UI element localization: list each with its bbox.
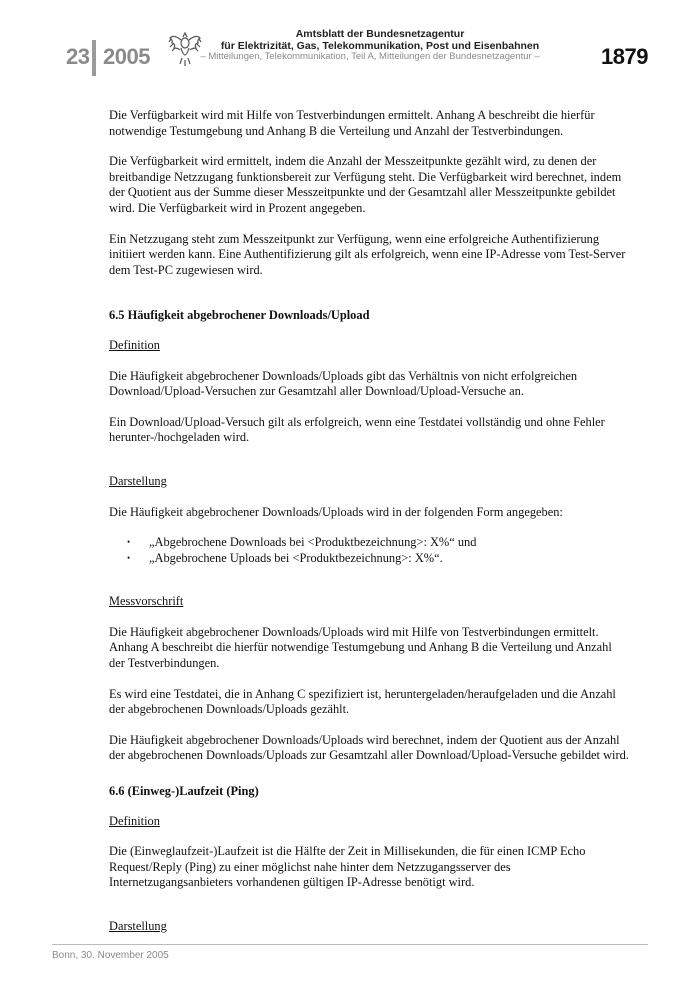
issue-number: 23 — [66, 44, 90, 69]
paragraph: Es wird eine Testdatei, die in Anhang C spezifiziert ist, heruntergeladen/heraufgeladen und die Anzahl der abgebrochenen Downloads/Uploads gezählt. — [109, 686, 616, 717]
list-item-text: „Abgebrochene Uploads bei <Produktbezeichnung>: X%“. — [149, 550, 443, 565]
section-heading-6-5: 6.5 Häufigkeit abgebrochener Downloads/Upload — [109, 308, 370, 323]
bullet-icon: • — [127, 537, 131, 548]
header-divider — [92, 40, 96, 76]
gazette-title: Amtsblatt der Bundesnetzagentur — [295, 28, 465, 40]
gazette-section: – Mitteilungen, Telekommunikation, Teil A, Mitteilungen der Bundesnetzagentur – — [200, 51, 540, 62]
federal-eagle-icon — [168, 28, 202, 68]
list-item-text: „Abgebrochene Downloads bei <Produktbezeichnung>: X%“ und — [149, 535, 477, 550]
bullet-icon: • — [127, 552, 131, 563]
paragraph: Ein Netzzugang steht zum Messzeitpunkt zur Verfügung, wenn eine erfolgreiche Authentifizierung initiiert werden kann. Eine Authentifizierung gilt als erfolgreich, wenn eine IP-Adresse vom Test-Server dem Test-PC zugewiesen wird. — [109, 231, 626, 277]
list-item — [109, 551, 629, 567]
section-heading-6-6: 6.6 (Einweg-)Laufzeit (Ping) — [109, 784, 259, 799]
subheading-darstellung: Darstellung — [109, 473, 167, 488]
subheading-definition: Definition — [109, 337, 160, 352]
paragraph: Die Verfügbarkeit wird mit Hilfe von Testverbindungen ermittelt. Anhang A beschreibt die hierfür notwendige Testumgebung und Anhang B die Verteilung und Anzahl der Testverbindungen. — [109, 108, 595, 138]
document-body — [109, 108, 629, 950]
footer-divider — [52, 944, 648, 945]
issue-year: 2005 — [103, 44, 150, 69]
gazette-authority: für Elektrizität, Gas, Telekommunikation, Post und Eisenbahnen — [220, 40, 540, 52]
list-item — [109, 535, 629, 551]
footer-place-date: Bonn, 30. November 2005 — [52, 950, 169, 961]
paragraph: Die Häufigkeit abgebrochener Downloads/Uploads wird berechnet, indem der Quotient aus der Anzahl der abgebrochenen Downloads/Uploads zur Gesamtzahl aller Download/Upload-Versuche gebildet wird. — [109, 732, 629, 763]
bullet-list — [109, 535, 629, 566]
subheading-messvorschrift: Messvorschrift — [109, 594, 184, 609]
paragraph: Die (Einweglaufzeit-)Laufzeit ist die Hälfte der Zeit in Millisekunden, die für einen ICMP Echo Request/Reply (Ping) zu einer möglichst nahe hinter dem Netzzugangsserver des Internetzugangsanbieters vorhandenen gültigen IP-Adresse benötigt wird. — [109, 844, 586, 890]
page-number: 1879 — [601, 44, 648, 69]
paragraph: Die Häufigkeit abgebrochener Downloads/Uploads gibt das Verhältnis von nicht erfolgreichen Download/Upload-Versuchen zur Gesamtzahl aller Download/Upload-Versuche an. — [109, 368, 578, 399]
paragraph: Die Verfügbarkeit wird ermittelt, indem die Anzahl der Messzeitpunkte gezählt wird, zu denen der breitbandige Netzzugang funktionsbereit zur Verfügung steht. Die Verfügbarkeit wird berechnet, indem der Quotient aus der Summe dieser Messzeitpunkte und der Gesamtzahl aller Messzeitpunkte gebildet wird. Die Verfügbarkeit wird in Prozent angegeben. — [109, 154, 622, 215]
subheading-darstellung: Darstellung — [109, 919, 167, 933]
paragraph: Die Häufigkeit abgebrochener Downloads/Uploads wird mit Hilfe von Testverbindungen ermittelt. Anhang A beschreibt die hierfür notwendige Testumgebung und Anhang B die Verteilung und Anzahl der Testverbindungen. — [109, 624, 612, 671]
paragraph: Ein Download/Upload-Versuch gilt als erfolgreich, wenn eine Testdatei vollständig und ohne Fehler herunter-/hochgeladen wird. — [109, 414, 605, 445]
paragraph: Die Häufigkeit abgebrochener Downloads/Uploads wird in der folgenden Form angegeben: — [109, 504, 563, 519]
subheading-definition: Definition — [109, 813, 160, 828]
